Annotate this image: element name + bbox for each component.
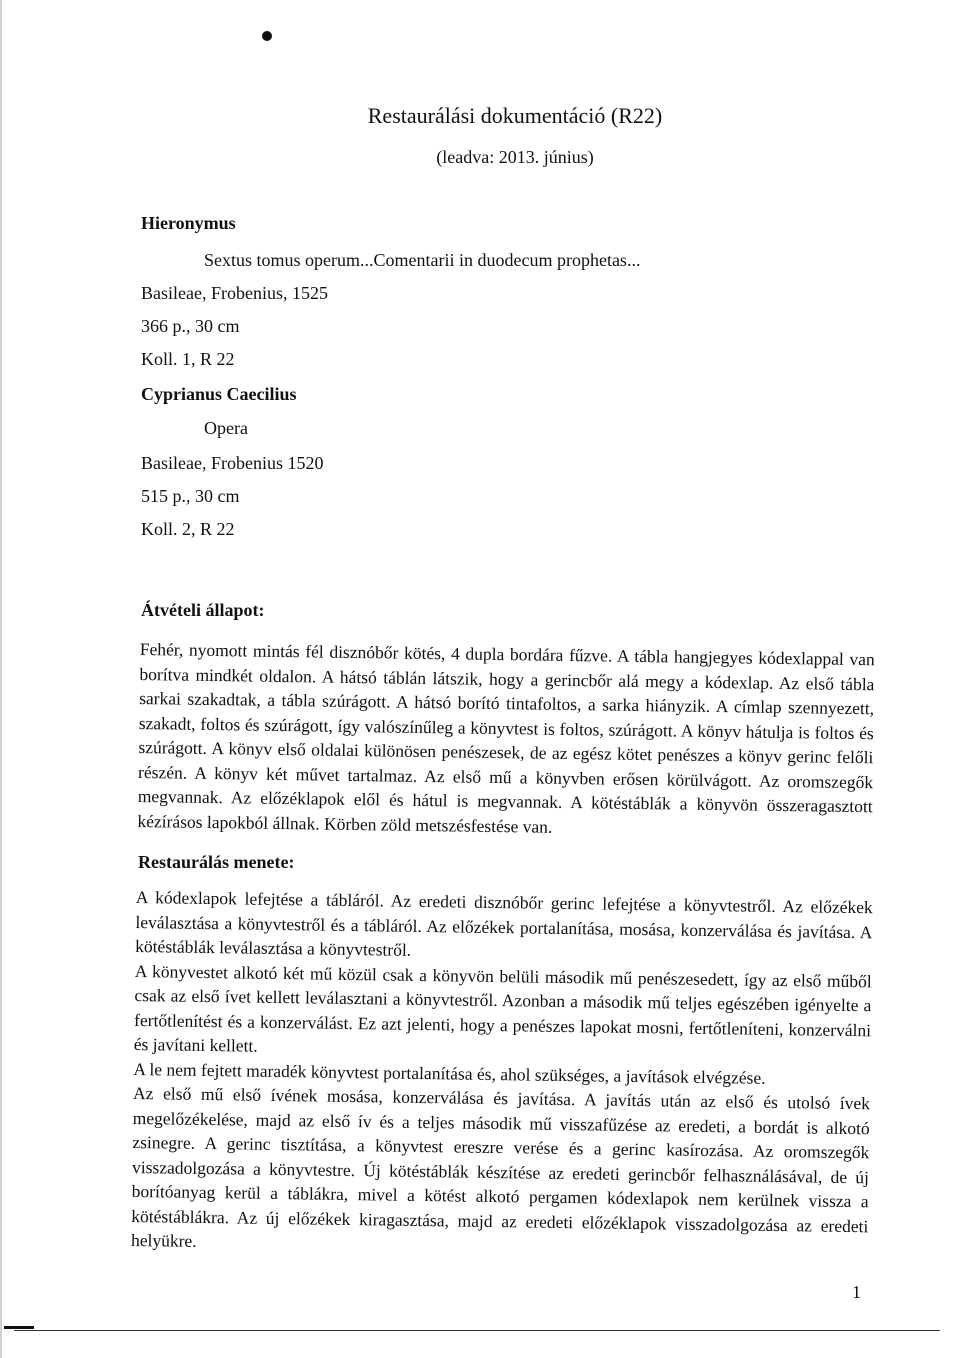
process-paragraph: A könyvestet alkotó két mű közül csak a könyvön belüli második mű penészesedett, így az első műből csak az első ívet kellett leválasztani a könyvtestről. Azonban a második mű teljes egészében igényelte a fertőtlenítést és a konzerválást. Ez azt jelenti, hogy a penészes lapokat mosni, fertőtleníteni, konzerválni és javítani kellett. — [133, 960, 872, 1056]
condition-text: Fehér, nyomott mintás fél disznóbőr kötés, 4 dupla bordára fűzve. A tábla hangjegyes kódexlappal van borítva mindkét oldalon. A hátsó táblán látszik, hogy a gerincbőr alá megy a kódexlap. Az első tábla sarkai szakadtak, a tábla szúrágott. A hátsó borító tintafoltos, a sarka hiányzik. A címlap szennyezett, szakadt, foltos és szúrágott, így valószínűleg a könyvtest is foltos, szúrágott. A könyv hátulja is foltos és szúrágott. A könyv első oldalai különösen penészesek, de az egész kötet penészes a könyv gerinc felőli részén. A könyv két művet tartalmaz. Az első mű a könyvben erősen körülvágott. Az oromszegők megvannak. Az előzéklapok elől és hátul is megvannak. A kötéstáblák a könyvön összeragasztott kézírásos lapokból állnak. Körben zöld metszésfestése van. — [137, 638, 875, 837]
document-subtitle: (leadva: 2013. június) — [436, 147, 594, 167]
book1-shelfmark: Koll. 1, R 22 — [141, 349, 235, 369]
book2-shelfmark: Koll. 2, R 22 — [141, 519, 235, 539]
footer-mark — [4, 1326, 34, 1329]
book1-extent: 366 p., 30 cm — [141, 316, 240, 336]
condition-heading: Átvételi állapot: — [141, 600, 265, 620]
process-heading: Restaurálás menete: — [138, 852, 295, 872]
process-paragraph: Az első mű első ívének mosása, konzerválása és javítása. A javítás után az első és utolsó ívek megelőzékelése, majd az első ív és a teljes második mű visszafűzése az eredeti, a bordát is alkotó zsinegre. A gerinc tisztítása, a könyvtest ereszre verése és a gerinc kasírozása. Az oromszegők visszadolgozása a könyvtestre. Új kötéstáblák készítése az eredeti gerincbőr felhasználásával, de új borítóanyag kerül a táblákra, mivel a kötést alkotó pergamen kódexlapok nem kerülnek vissza a kötéstáblákra. Az új előzékek kiragasztása, majd az eredeti előzéklapok visszadolgozása az eredeti helyükre. — [130, 1082, 871, 1251]
process-paragraph: A le nem fejtett maradék könyvtest portalanítása és, ahol szükséges, a javítások elvégzése. — [133, 1058, 766, 1088]
book1-author: Hieronymus — [141, 213, 236, 233]
process-text — [131, 885, 873, 1263]
book1-imprint: Basileae, Frobenius, 1525 — [141, 283, 328, 303]
book2-author: Cyprianus Caecilius — [141, 384, 297, 404]
page-number: 1 — [852, 1282, 861, 1302]
process-paragraph: A kódexlapok lefejtése a tábláról. Az eredeti disznóbőr gerinc lefejtése a könyvtestről. Az előzékek leválasztása a könyvtestről és a tábláról. Az előzékek portalanítása, mosása, konzerválása és javítása. A kötéstáblák leválasztása a könyvtestről. — [135, 886, 873, 960]
book2-extent: 515 p., 30 cm — [141, 486, 240, 506]
footer-rule — [14, 1330, 940, 1331]
book1-work: Sextus tomus operum...Comentarii in duodecum prophetas... — [204, 250, 641, 270]
book2-work: Opera — [204, 418, 248, 438]
document-title: Restaurálási dokumentáció (R22) — [367, 103, 663, 128]
bullet-mark — [262, 31, 272, 41]
book2-imprint: Basileae, Frobenius 1520 — [141, 453, 324, 473]
scan-edge — [0, 0, 2, 1358]
